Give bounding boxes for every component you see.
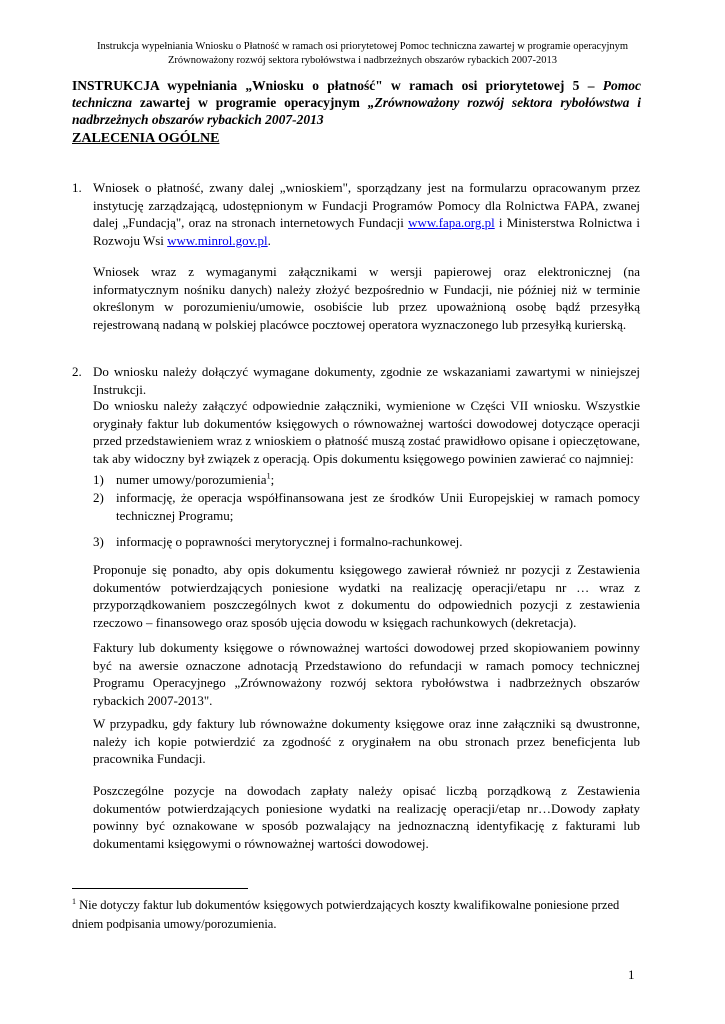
footnote-divider [72, 888, 248, 889]
title-part-2: zawartej w programie operacyjnym [132, 95, 368, 110]
fapa-link[interactable]: www.fapa.org.pl [408, 215, 495, 230]
item1-paragraph-2: Wniosek wraz z wymaganymi załącznikami w wersji papierowej oraz elektronicznej (na informatycznym nośniku danych) należy złożyć bezpośrednio w Fundacji, nie później niż w terminie określonym w porozumieniu/umowie, osobiście lub przez upoważnioną osobę bądź przesyłką rejestrowaną nadaną w polskiej placówce pocztowej operatora wyznaczonego lub przesyłką kurierską. [93, 264, 640, 332]
requirement-text-after: ; [270, 472, 275, 487]
header-line-2: Zrównoważony rozwój sektora rybołówstwa i nadbrzeżnych obszarów rybackich 2007-2013 [168, 54, 557, 66]
footnote-text: Nie dotyczy faktur lub dokumentów księgowych potwierdzających koszty kwalifikowalne poniesione przed dniem podpisania umowy/porozumienia. [72, 898, 620, 931]
item2-paragraph-6: Poszczególne pozycje na dowodach zapłaty należy opisać liczbą porządkową z Zestawienia dokumentów potwierdzających poniesione wydatki na realizację operacji/etap nr…Dowody zapłaty powinny być oznakowane w sposób pozwalający na jednoznaczną identyfikację z fakturami lub dokumentami księgowymi o równoważnej wartości dowodowej. [93, 783, 640, 851]
item-number: 1. [72, 180, 82, 195]
item2-paragraph-2: Do wniosku należy załączyć odpowiednie załączniki, wymienione w Części VII wniosku. Wszystkie oryginały faktur lub dokumentów księgowych o równoważnej wartości dowodowej dotyczące operacji przed przedstawieniem wraz z wnioskiem o płatność muszą zostać prawidłowo opisane i opieczętowane, tak aby widoczny był związek z operacją. Opis dokumentu księgowego powinien zawierać co najmniej: [93, 398, 640, 466]
requirement-number: 1) [93, 472, 104, 487]
item1-paragraph-1 [93, 179, 640, 249]
minrol-link[interactable]: www.minrol.gov.pl [167, 232, 268, 248]
item1-p1-end: . [267, 232, 271, 248]
item2-paragraph-3: Proponuje się ponadto, aby opis dokumentu księgowego zawierał również nr pozycji z Zestawienia dokumentów potwierdzających poniesione wydatki na realizację operacji/etapu nr … wraz z przyporządkowaniem poszczególnych kwot z dokumentu do odpowiednich pozycji z zestawienia rzeczowo – finansowego oraz sposób ujęcia dowodu w księgach rachunkowych (dekretacja). [93, 562, 640, 630]
footnote-ref[interactable]: 1 [266, 471, 271, 481]
header-line-1: Instrukcja wypełniania Wniosku o Płatność w ramach osi priorytetowej Pomoc techniczna zawartej w programie operacyjnym [96, 41, 629, 52]
item-number: 2. [72, 364, 82, 379]
title-italic-1: Pomoc techniczna [72, 78, 641, 110]
requirement-text: informację o poprawności merytorycznej i formalno-rachunkowej. [116, 534, 463, 549]
running-header [70, 40, 655, 67]
document-title [72, 77, 641, 128]
item2-paragraph-1: Do wniosku należy dołączyć wymagane dokumenty, zgodnie ze wskazaniami zawartymi w niniejszej Instrukcji. [93, 364, 640, 397]
footnote-mark: 1 [72, 896, 76, 906]
section-title: ZALECENIA OGÓLNE [72, 131, 220, 146]
requirement-text-main: numer umowy/porozumienia [116, 472, 267, 487]
requirement-text: informację, że operacja współfinansowana jest ze środków Unii Europejskiej w ramach pomocy technicznej Programu; [116, 490, 640, 523]
item1-p1-mid: i Ministerstwa Rolnictwa i Rozwoju Wsi [93, 215, 640, 248]
title-italic-2: „Zrównoważony rozwój sektora rybołówstwa i nadbrzeżnych obszarów rybackich 2007-2013 [72, 95, 642, 127]
item2-paragraph-4: Faktury lub dokumenty księgowe o równoważnej wartości dowodowej przed skopiowaniem powinny być na awersie oznaczone adnotacją Przedstawiono do refundacji w ramach pomocy technicznej Programu Operacyjnego „Zrównoważony rozwój sektora rybołówstwa i nadbrzeżnych obszarów rybackich 2007-2013". [93, 640, 640, 708]
item2-paragraph-5: W przypadku, gdy faktury lub równoważne dokumenty księgowe oraz inne załączniki są dwustronne, należy ich kopie potwierdzić za zgodność z oryginałem na obu stronach przez beneficjenta lub pracownika Fundacji. [93, 716, 640, 766]
requirement-text [116, 471, 640, 489]
page-number: 1 [628, 967, 635, 982]
item1-p1-text: Wniosek o płatność, zwany dalej „wnioskiem", sporządzany jest na formularzu opracowanym przez instytucję zarządzającą, udostępnionym w Fundacji Programów Pomocy dla Rolnictwa FAPA, zwanej dalej „Fundacją", oraz na stronach internetowych Fundacji [93, 180, 640, 230]
footnote [72, 896, 640, 934]
requirement-number: 2) [93, 490, 104, 505]
requirement-number: 3) [93, 534, 104, 549]
title-part-1: INSTRUKCJA wypełniania „Wniosku o płatność" w ramach osi priorytetowej 5 – [72, 78, 603, 93]
